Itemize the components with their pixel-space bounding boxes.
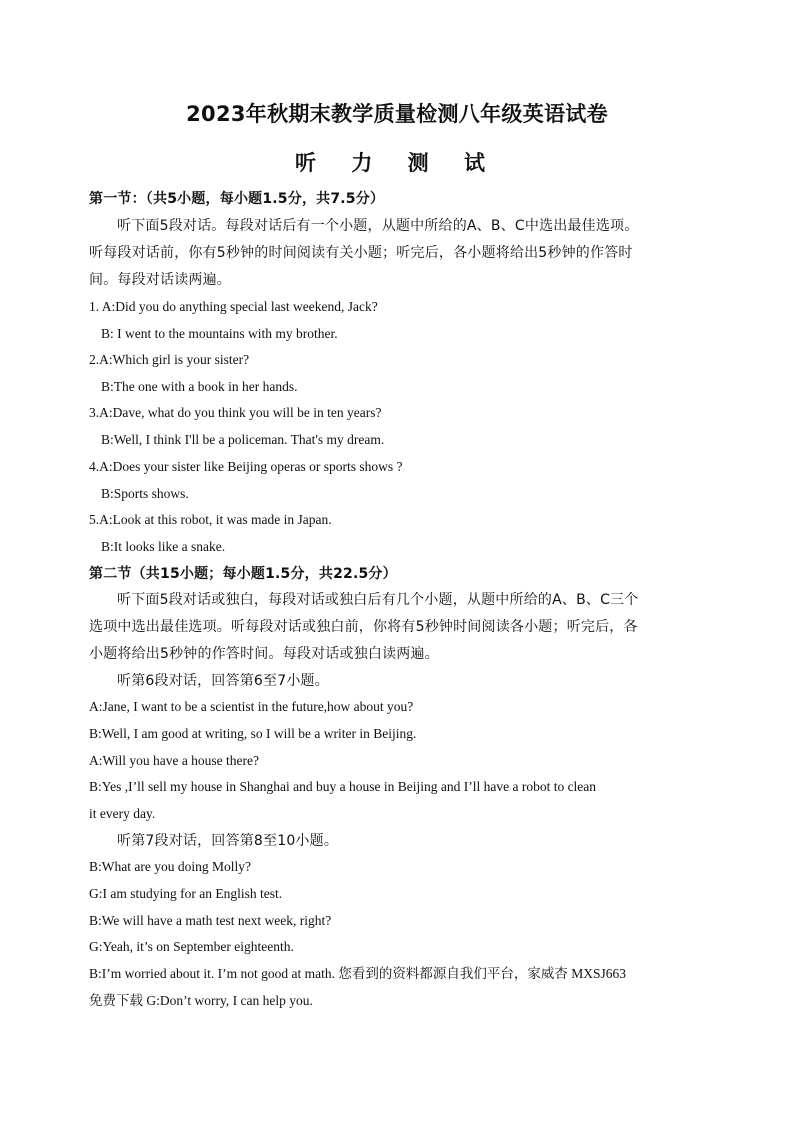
dialogue-line: G:Yeah, it’s on September eighteenth. (89, 939, 294, 954)
dialogue-line: B:It looks like a snake. (101, 539, 226, 554)
dialogue-line: B:What are you doing Molly? (89, 859, 251, 874)
exam-title: 2023年秋期末教学质量检测八年级英语试卷 (186, 102, 608, 126)
dialogue-line: A:Jane, I want to be a scientist in the future,how about you? (89, 699, 414, 714)
dialogue-line: B:Sports shows. (101, 486, 189, 501)
dialogue6-intro: 听第6段对话，回答第6至7小题。 (117, 673, 329, 689)
dialogue-line: 2.A:Which girl is your sister? (89, 352, 250, 367)
section2-instruction-line: 选项中选出最佳选项。听每段对话或独白前，你将有5秒钟时间阅读各小题；听完后，各 (89, 619, 638, 635)
section1-heading: 第一节：（共5小题，每小题1.5分，共7.5分） (89, 191, 385, 207)
section2-instruction-line: 小题将给出5秒钟的作答时间。每段对话或独白读两遍。 (89, 646, 439, 662)
dialogue-line: A:Will you have a house there? (89, 753, 260, 768)
section2-instruction-line: 听下面5段对话或独白，每段对话或独白后有几个小题，从题中所给的A、B、C三个 (117, 592, 639, 608)
section1-instruction-line: 听每段对话前，你有5秒钟的时间阅读有关小题；听完后，各小题将给出5秒钟的作答时 (89, 245, 633, 261)
dialogue-line: G:I am studying for an English test. (89, 886, 283, 901)
dialogue-line: 1. A:Did you do anything special last weekend, Jack? (89, 299, 378, 314)
dialogue-line: B:I’m worried about it. I’m not good at math. 您看到的资料都源自我们平台，家威杏 MXSJ663 (89, 966, 626, 981)
dialogue-line: B:Well, I am good at writing, so I will be a writer in Beijing. (89, 726, 417, 741)
dialogue-line: 5.A:Look at this robot, it was made in Japan. (89, 512, 332, 527)
section2-heading: 第二节（共15小题；每小题1.5分，共22.5分） (89, 566, 397, 582)
dialogue-line: 4.A:Does your sister like Beijing operas or sports shows ? (89, 459, 403, 474)
dialogue-line: B:Yes ,I’ll sell my house in Shanghai and buy a house in Beijing and I’ll have a robot to clean (89, 779, 597, 794)
dialogue-line: B: I went to the mountains with my brother. (101, 326, 338, 341)
section1-instruction-line: 间。每段对话读两遍。 (89, 272, 231, 288)
dialogue-line: B:The one with a book in her hands. (101, 379, 298, 394)
section1-instruction-line: 听下面5段对话。每段对话后有一个小题，从题中所给的A、B、C中选出最佳选项。 (117, 218, 639, 234)
dialogue-line: 3.A:Dave, what do you think you will be in ten years? (89, 405, 382, 420)
dialogue-line: B:Well, I think I'll be a policeman. That's my dream. (101, 432, 385, 447)
dialogue-line: 免费下载 G:Don’t worry, I can help you. (89, 993, 313, 1008)
dialogue-line: B:We will have a math test next week, right? (89, 913, 332, 928)
exam-subtitle: 听 力 测 试 (295, 151, 499, 175)
dialogue7-intro: 听第7段对话，回答第8至10小题。 (117, 833, 339, 849)
dialogue-line: it every day. (89, 806, 156, 821)
